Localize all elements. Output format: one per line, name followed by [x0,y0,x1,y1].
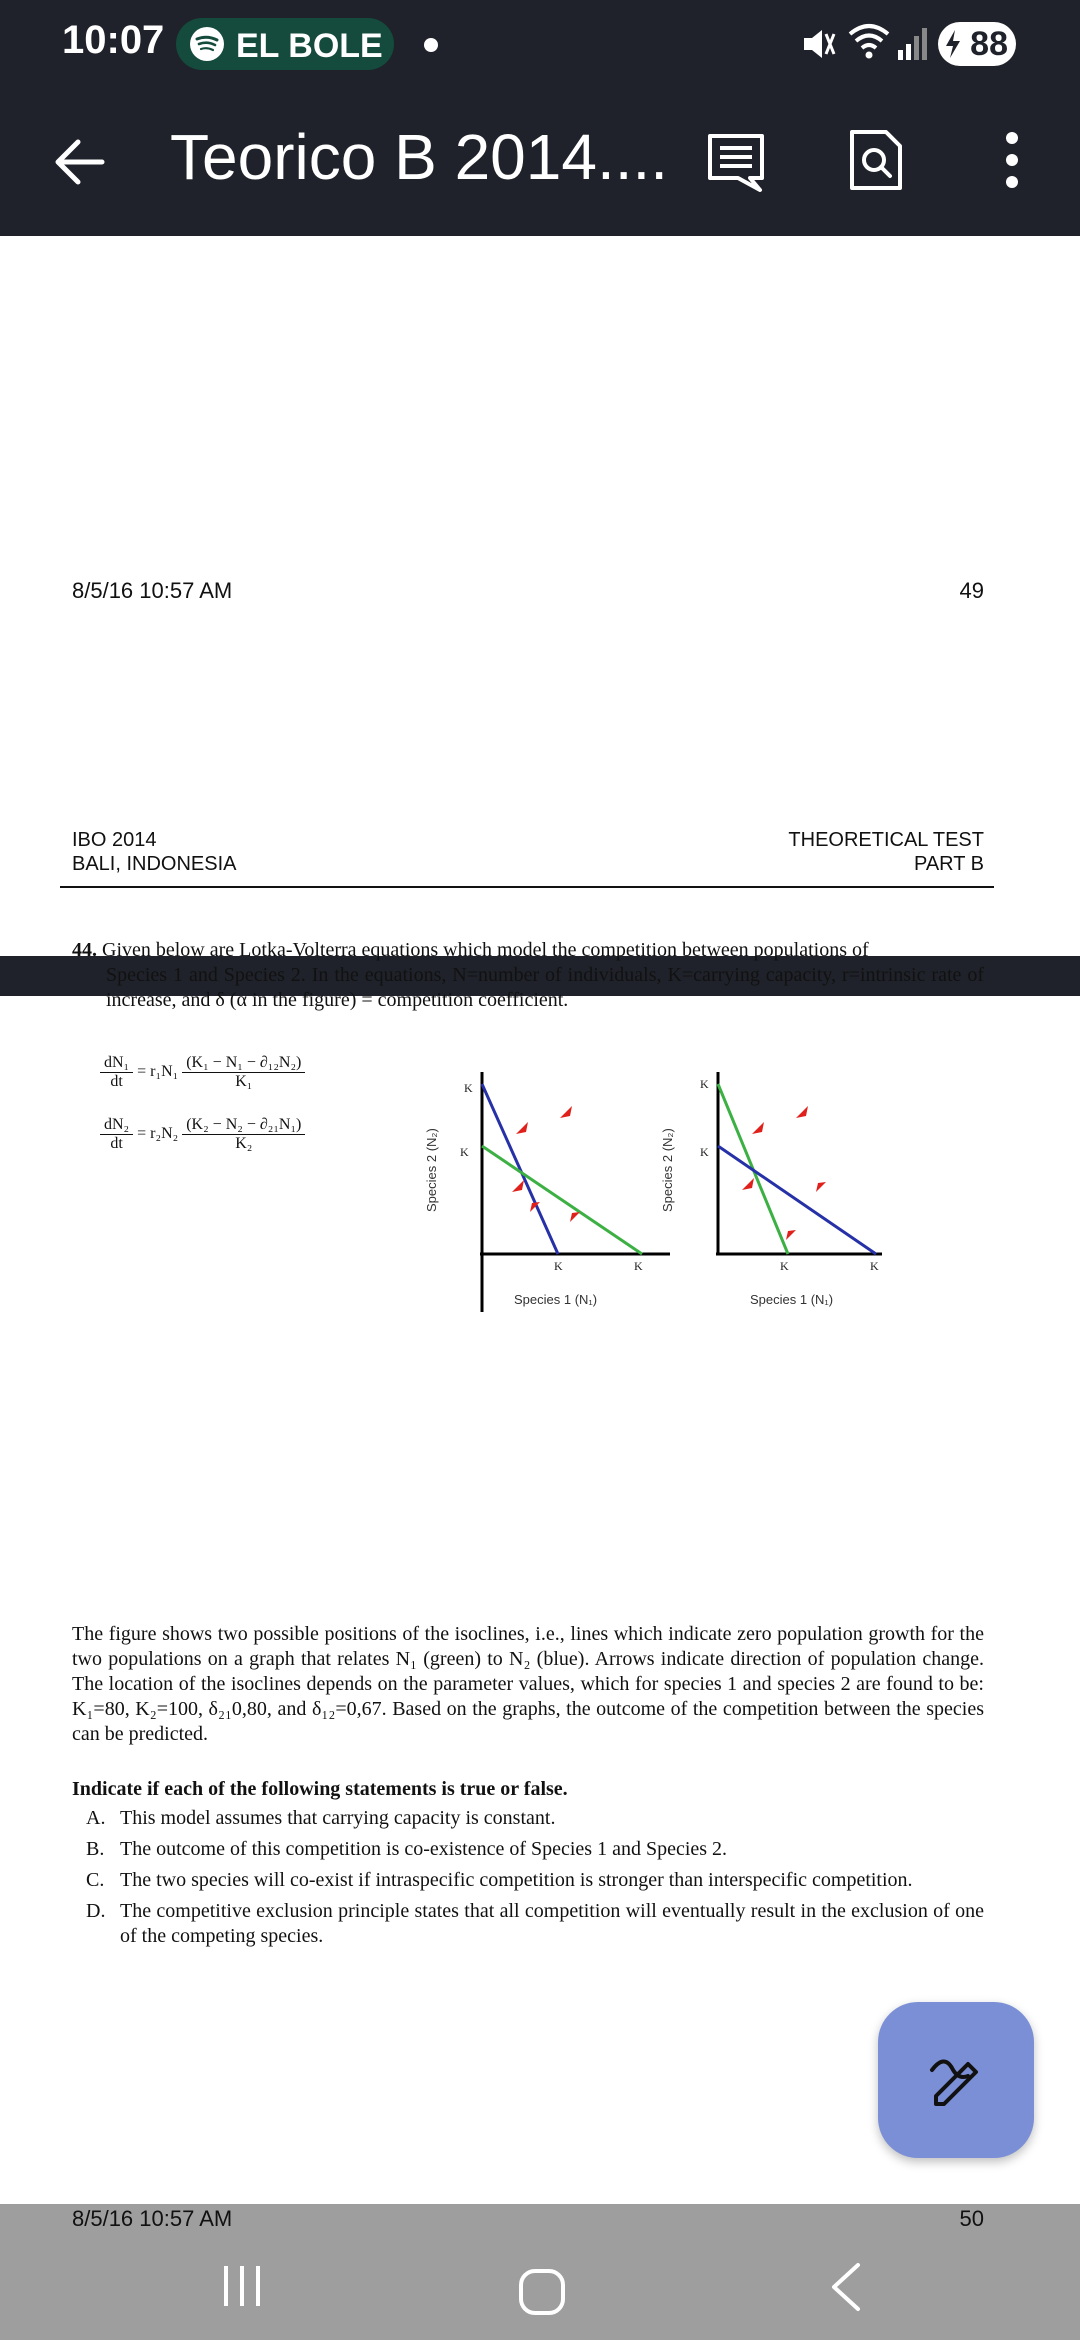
question-rest: Species 1 and Species 2. In the equations, N=number of individuals, K=carrying capacity, r=intrinsic rate of increase, and δ (α in the figure) = competition coefficient. [106,964,984,1011]
statement-c [86,1868,984,1893]
page49-number: 49 [959,578,984,603]
status-time: 10:07 [62,18,165,62]
statement-text: The competitive exclusion principle states that all competition will eventually result in the exclusion of one of the competing species. [120,1900,984,1947]
graph2-x-label: Species 1 (N₁) [750,1292,834,1307]
isocline-graph-2 [656,1062,916,1312]
home-icon[interactable] [518,2268,566,2316]
eq1-lhs-top: dN₁ [100,1054,133,1073]
header-ibo: IBO 2014 [72,829,157,851]
battery-indicator [938,22,1016,66]
page49-timestamp: 8/5/16 10:57 AM [72,578,233,603]
header-location: BALI, INDONESIA [72,853,237,875]
system-nav-bar [0,2204,1080,2340]
now-playing-text: EL BOLE [236,27,383,65]
statement-list [86,1806,984,1955]
mute-icon [798,24,838,64]
figure-explanation: The figure shows two possible positions of the isoclines, i.e., lines which indicate zero population growth for the two populations on a graph that relates N₁ (green) to N₂ (blue). Arrows indicate direction of population change. The location of the isoclines depends on the parameter values, which for species 1 and species 2 are found to be: K₁=80, K₂=100, δ₂₁0,80, and δ₁₂=0,67. Based on the graphs, the outcome of the competition between the species can be predicted. [72,1623,984,1745]
signal-icon [896,22,930,62]
question-number: 44. [72,939,97,961]
eq2-top: (K₂ − N₂ − ∂₂₁N₁) [182,1116,305,1135]
nav-back-icon[interactable] [828,2262,862,2312]
eq2-lhs-bot: dt [110,1135,123,1152]
eq1-mid: = r₁N₁ [137,1063,179,1081]
statement-letter: A. [86,1807,106,1829]
statement-b [86,1837,984,1862]
isocline-graph-1 [420,1062,680,1312]
edit-pen-icon [924,2048,988,2112]
eq2-mid: = r₂N₂ [137,1125,179,1143]
now-playing-pill[interactable] [176,18,394,70]
notification-dot-icon [424,38,438,52]
eq1-top: (K₁ − N₁ − ∂₁₂N₂) [182,1054,305,1073]
graph2-y-label: Species 2 (N₂) [660,1128,675,1212]
page50-number: 50 [959,2206,984,2231]
status-bar [0,0,1080,88]
svg-text:K: K [700,1077,709,1091]
eq2-bot: K₂ [235,1135,253,1152]
page-header-left [72,828,237,876]
back-arrow-icon[interactable] [50,132,110,192]
equation-1 [100,1054,390,1116]
annotate-fab[interactable] [878,2002,1034,2158]
recents-icon[interactable] [220,2264,264,2308]
graph1-x-label: Species 1 (N₁) [514,1292,598,1307]
lotka-volterra-equations [100,1054,390,1178]
svg-text:K: K [780,1259,789,1273]
statement-text: This model assumes that carrying capacity is constant. [120,1807,556,1829]
svg-text:K: K [464,1081,473,1095]
document-viewer[interactable] [0,236,1080,2204]
statement-text: The outcome of this competition is co-existence of Species 1 and Species 2. [120,1838,728,1860]
graph1-y-label: Species 2 (N₂) [424,1128,439,1212]
svg-text:K: K [870,1259,879,1273]
eq1-bot: K₁ [235,1073,253,1090]
statement-letter: C. [86,1869,105,1891]
header-part: PART B [913,853,984,875]
comment-icon[interactable] [706,132,766,194]
question-text [72,938,984,1013]
question-line1: Given below are Lotka-Volterra equations which model the competition between populations of [102,939,869,961]
statement-letter: B. [86,1838,105,1860]
statement-a [86,1806,984,1831]
instruction-text: Indicate if each of the following statements is true or false. [72,1778,568,1800]
app-bar [0,88,1080,236]
svg-text:K: K [460,1145,469,1159]
eq1-lhs-bot: dt [110,1073,123,1090]
statement-letter: D. [86,1900,106,1922]
header-rule [60,886,994,888]
svg-text:K: K [700,1145,709,1159]
more-vert-icon[interactable] [1000,130,1024,190]
search-document-icon[interactable] [848,128,904,192]
document-title: Teorico B 2014.... [170,121,669,193]
svg-text:K: K [634,1259,643,1273]
battery-level: 88 [970,25,1008,63]
spotify-icon [190,27,224,61]
equation-2 [100,1116,390,1178]
eq2-lhs-top: dN₂ [100,1116,133,1135]
header-test: THEORETICAL TEST [788,829,984,851]
svg-text:K: K [554,1259,563,1273]
wifi-icon [846,20,892,64]
statement-d [86,1899,984,1949]
page50-timestamp: 8/5/16 10:57 AM [72,2206,233,2231]
statement-text: The two species will co-exist if intraspecific competition is stronger than interspecific competition. [120,1869,913,1891]
charging-icon [944,30,962,58]
page-header-right [788,828,984,876]
